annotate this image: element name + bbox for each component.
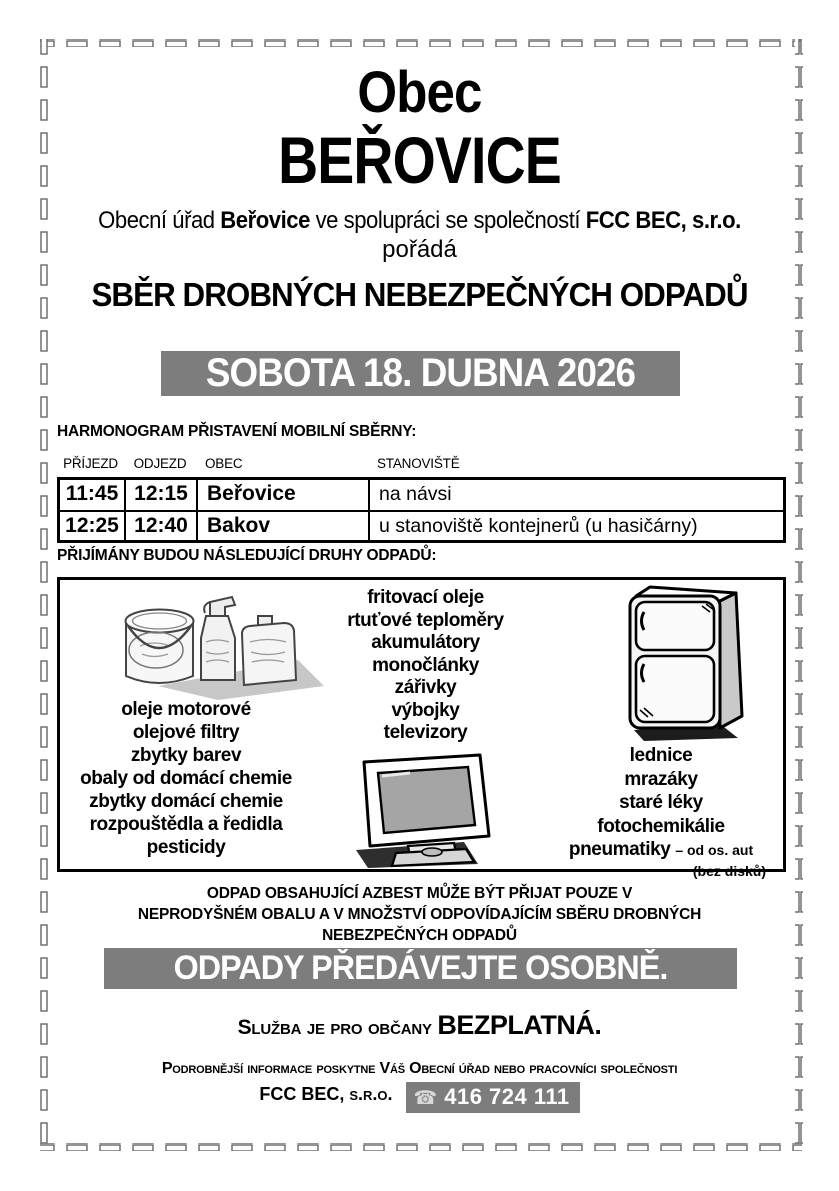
free-service-emphasis: BEZPLATNÁ. [437,1010,602,1040]
list-item: mrazáky [624,768,698,790]
subtitle-line2: pořádá [382,236,457,263]
main-heading: SBĚR DROBNÝCH NEBEZPEČNÝCH ODPADŮ [91,276,748,313]
waste-types-box [57,577,786,879]
subtitle-mid: ve spolupráci se společností [309,207,586,234]
cell-departure: 12:15 [124,480,196,510]
table-row [60,480,783,510]
list-item-pneumatiky: pneumatiky – od os. aut [568,839,754,860]
cell-arrival: 12:25 [65,514,119,537]
chemical-containers-clipart [98,590,333,702]
free-service-line [0,1010,839,1041]
column-header-municipality: OBEC [205,456,243,471]
phone-number: 416 724 111 [444,1084,570,1109]
schedule-section-label: HARMONOGRAM PŘISTAVENÍ MOBILNÍ SBĚRNY: [57,423,417,440]
asbestos-note [0,883,839,946]
cell-departure: 12:40 [124,512,196,540]
subtitle-org-name: Beřovice [220,207,310,234]
waste-list-middle [328,587,523,745]
list-item: zbytky domácí chemie [89,791,283,812]
footer-info-line: Podrobnější informace poskytne Váš Obecní úřad nebo pracovníci společnosti [161,1060,678,1077]
list-item: lednice [629,745,693,766]
free-service-prefix: Služba je pro občany [237,1016,438,1039]
schedule-table-body [57,477,786,543]
list-item: rozpouštědla a ředidla [89,814,283,835]
cell-arrival: 11:45 [65,482,119,505]
list-item: rtuťové teploměry [347,609,504,631]
footer-company-name: FCC BEC, [259,1084,350,1104]
subtitle-pre: Obecní úřad [98,207,221,234]
page-title-line1: Obec [357,60,482,125]
list-item: zářivky [394,677,457,698]
list-item: oleje motorové [121,699,251,720]
schedule-table-header [57,456,786,477]
column-header-site: STANOVIŠTĚ [377,456,460,471]
table-row [60,510,783,540]
waste-list-left [66,698,306,859]
cell-municipality: Beřovice [196,480,368,510]
date-banner-text: SOBOTA 18. DUBNA 2026 [205,351,636,395]
pneumatiky-note: (bez disků) [692,862,766,879]
schedule-table [57,456,786,543]
list-item: fritovací oleje [367,587,484,608]
asbestos-note-line: NEPRODYŠNÉM OBALU A V MNOŽSTVÍ ODPOVÍDAJÍCÍM SBĚRU DROBNÝCH [137,906,702,923]
refrigerator-clipart [610,584,770,749]
subtitle-line1 [0,207,839,235]
list-item: fotochemikálie [597,815,725,837]
phone-badge [406,1082,580,1113]
column-header-arrival: PŘÍJEZD [63,456,118,471]
footer-company-line [0,1082,839,1113]
phone-icon: ☎ [413,1088,438,1109]
list-item: televizory [383,722,468,743]
list-item: pesticidy [146,837,226,858]
asbestos-note-line: NEBEZPEČNÝCH ODPADŮ [322,927,517,944]
footer-company-suffix: s.r.o. [349,1084,393,1104]
cell-site: na návsi [368,480,783,510]
waste-list-right [552,744,770,880]
cell-site: u stanoviště kontejnerů (u hasičárny) [368,512,783,540]
list-item: obaly od domácí chemie [80,768,292,789]
waste-section-label: PŘIJÍMÁNY BUDOU NÁSLEDUJÍCÍ DRUHY ODPADŮ: [57,547,437,564]
column-header-departure: ODJEZD [133,456,187,471]
list-item: staré léky [619,792,703,813]
cell-municipality: Bakov [196,512,368,540]
date-banner [161,351,680,396]
subtitle-company-name: FCC BEC, s.r.o. [585,207,741,234]
crt-monitor-clipart [352,752,500,870]
list-item: olejové filtry [132,722,240,743]
list-item: zbytky barev [130,745,242,766]
handover-banner-text: ODPADY PŘEDÁVEJTE OSOBNĚ. DĚKUJEME. [173,949,668,1028]
page-title-line2: BEŘOVICE [278,123,561,197]
list-item: akumulátory [371,632,480,653]
list-item: monočlánky [372,654,479,676]
pneumatiky-suffix: – od os. aut [675,842,754,858]
list-item: výbojky [391,699,460,721]
asbestos-note-line: ODPAD OBSAHUJÍCÍ AZBEST MŮŽE BÝT PŘIJAT POUZE V [206,885,633,902]
